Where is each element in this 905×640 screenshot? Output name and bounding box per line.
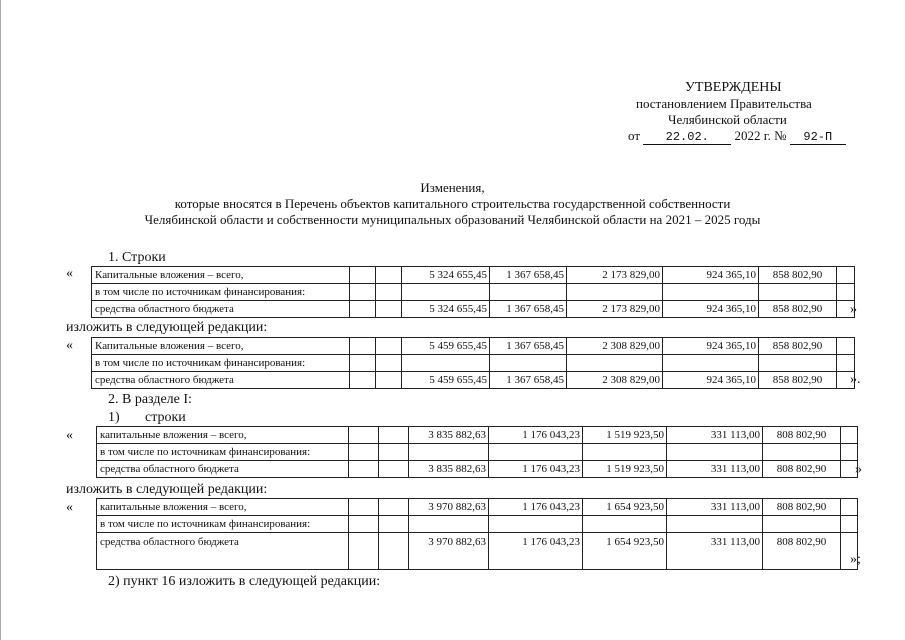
cell-value: 1 367 658,45 xyxy=(490,338,567,355)
section-2-1-number: 1) xyxy=(108,410,120,425)
cell-value xyxy=(402,355,490,372)
cell-value xyxy=(402,284,490,301)
cell-value xyxy=(567,355,663,372)
cell-value: 1 654 923,50 xyxy=(583,533,667,570)
close-quote-dot: ». xyxy=(850,372,861,387)
table-row xyxy=(92,372,855,389)
row-name: в том числе по источникам финансирования: xyxy=(92,284,350,301)
approval-title: УТВЕРЖДЕНЫ xyxy=(685,80,782,95)
cell-value: 2 308 829,00 xyxy=(567,372,663,389)
cell-value: 858 802,90 xyxy=(759,372,837,389)
date-prefix: от xyxy=(628,128,641,143)
section-2-2-label: 2) пункт 16 изложить в следующей редакции: xyxy=(108,574,381,589)
cell-value: 3 970 882,63 xyxy=(409,533,489,570)
table-1 xyxy=(91,266,855,318)
cell-value: 1 176 043,23 xyxy=(489,427,583,444)
row-name: средства областного бюджета xyxy=(97,533,349,570)
cell-value: 858 802,90 xyxy=(759,338,837,355)
year-text: 2022 г. № xyxy=(734,128,787,143)
approval-line1: постановлением Правительства xyxy=(636,96,812,111)
cell-value: 808 802,90 xyxy=(763,461,841,478)
table-row xyxy=(92,338,855,355)
cell-value: 331 113,00 xyxy=(667,427,763,444)
table-3 xyxy=(96,426,858,478)
row-name: Капитальные вложения – всего, xyxy=(92,267,350,284)
table-row xyxy=(97,533,858,570)
open-quote: « xyxy=(66,500,73,515)
cell-value: 924 365,10 xyxy=(663,338,759,355)
cell-value xyxy=(409,516,489,533)
table-row xyxy=(92,355,855,372)
cell-value xyxy=(763,444,841,461)
row-name: средства областного бюджета xyxy=(97,461,349,478)
cell-value: 858 802,90 xyxy=(759,301,837,318)
row-name: в том числе по источникам финансирования: xyxy=(97,444,349,461)
approval-line2: Челябинской области xyxy=(668,112,787,127)
cell-value: 2 308 829,00 xyxy=(567,338,663,355)
cell-value xyxy=(663,284,759,301)
cell-value xyxy=(759,284,837,301)
cell-value: 924 365,10 xyxy=(663,301,759,318)
cell-value: 1 176 043,23 xyxy=(489,499,583,516)
cell-value xyxy=(663,355,759,372)
close-quote: » xyxy=(850,302,857,317)
row-name: Капитальные вложения – всего, xyxy=(92,338,350,355)
table-row xyxy=(97,499,858,516)
cell-value: 331 113,00 xyxy=(667,499,763,516)
cell-value: 924 365,10 xyxy=(663,267,759,284)
cell-value xyxy=(489,516,583,533)
close-quote: » xyxy=(855,462,862,477)
cell-value: 808 802,90 xyxy=(763,427,841,444)
cell-value: 2 173 829,00 xyxy=(567,301,663,318)
cell-value: 5 324 655,45 xyxy=(402,301,490,318)
cell-value: 3 835 882,63 xyxy=(409,461,489,478)
section-2-1-label: строки xyxy=(145,410,186,425)
row-name: средства областного бюджета xyxy=(92,372,350,389)
row-name: в том числе по источникам финансирования: xyxy=(97,516,349,533)
cell-value xyxy=(489,444,583,461)
cell-value: 331 113,00 xyxy=(667,461,763,478)
row-name: капитальные вложения – всего, xyxy=(97,427,349,444)
cell-value: 3 835 882,63 xyxy=(409,427,489,444)
approval-date: 22.02. xyxy=(643,130,731,145)
cell-value: 924 365,10 xyxy=(663,372,759,389)
row-name: средства областного бюджета xyxy=(92,301,350,318)
cell-value xyxy=(667,516,763,533)
section-2-label: 2. В разделе I: xyxy=(108,392,192,407)
cell-value xyxy=(667,444,763,461)
table-row xyxy=(92,284,855,301)
table-row xyxy=(97,516,858,533)
table-row xyxy=(97,461,858,478)
cell-value xyxy=(759,355,837,372)
row-name: капитальные вложения – всего, xyxy=(97,499,349,516)
open-quote: « xyxy=(66,428,73,443)
table-row xyxy=(92,267,855,284)
heading-title: Изменения, xyxy=(420,180,485,195)
row-name: в том числе по источникам финансирования: xyxy=(92,355,350,372)
cell-value: 3 970 882,63 xyxy=(409,499,489,516)
cell-value xyxy=(490,355,567,372)
cell-value: 1 519 923,50 xyxy=(583,461,667,478)
cell-value: 1 176 043,23 xyxy=(489,533,583,570)
approval-number: 92-П xyxy=(790,130,846,145)
cell-value xyxy=(583,444,667,461)
section-1-label: 1. Строки xyxy=(108,250,166,265)
cell-value: 858 802,90 xyxy=(759,267,837,284)
table-2 xyxy=(91,337,855,389)
cell-value: 2 173 829,00 xyxy=(567,267,663,284)
table-row xyxy=(97,444,858,461)
cell-value xyxy=(409,444,489,461)
table-row xyxy=(97,427,858,444)
cell-value: 1 367 658,45 xyxy=(490,372,567,389)
cell-value: 1 654 923,50 xyxy=(583,499,667,516)
cell-value: 808 802,90 xyxy=(763,499,841,516)
open-quote: « xyxy=(66,266,73,281)
approval-date-line xyxy=(628,128,846,145)
cell-value: 1 519 923,50 xyxy=(583,427,667,444)
cell-value: 5 324 655,45 xyxy=(402,267,490,284)
cell-value: 1 367 658,45 xyxy=(490,301,567,318)
cell-value xyxy=(763,516,841,533)
cell-value xyxy=(567,284,663,301)
replace-label-2: изложить в следующей редакции: xyxy=(66,482,268,497)
page-edge-line xyxy=(0,0,1,640)
cell-value: 331 113,00 xyxy=(667,533,763,570)
heading-line1: которые вносятся в Перечень объектов капитального строительства государственной собственности xyxy=(174,196,731,211)
replace-label-1: изложить в следующей редакции: xyxy=(66,320,268,335)
cell-value: 5 459 655,45 xyxy=(402,372,490,389)
cell-value: 1 367 658,45 xyxy=(490,267,567,284)
table-4 xyxy=(96,498,858,570)
cell-value: 808 802,90 xyxy=(763,533,841,570)
cell-value xyxy=(583,516,667,533)
heading-line2: Челябинской области и собственности муниципальных образований Челябинской области на 2021 – 2025 годы xyxy=(144,212,761,227)
table-row xyxy=(92,301,855,318)
cell-value: 1 176 043,23 xyxy=(489,461,583,478)
cell-value xyxy=(490,284,567,301)
cell-value: 5 459 655,45 xyxy=(402,338,490,355)
close-quote-semicolon: »; xyxy=(850,552,861,567)
open-quote: « xyxy=(66,338,73,353)
